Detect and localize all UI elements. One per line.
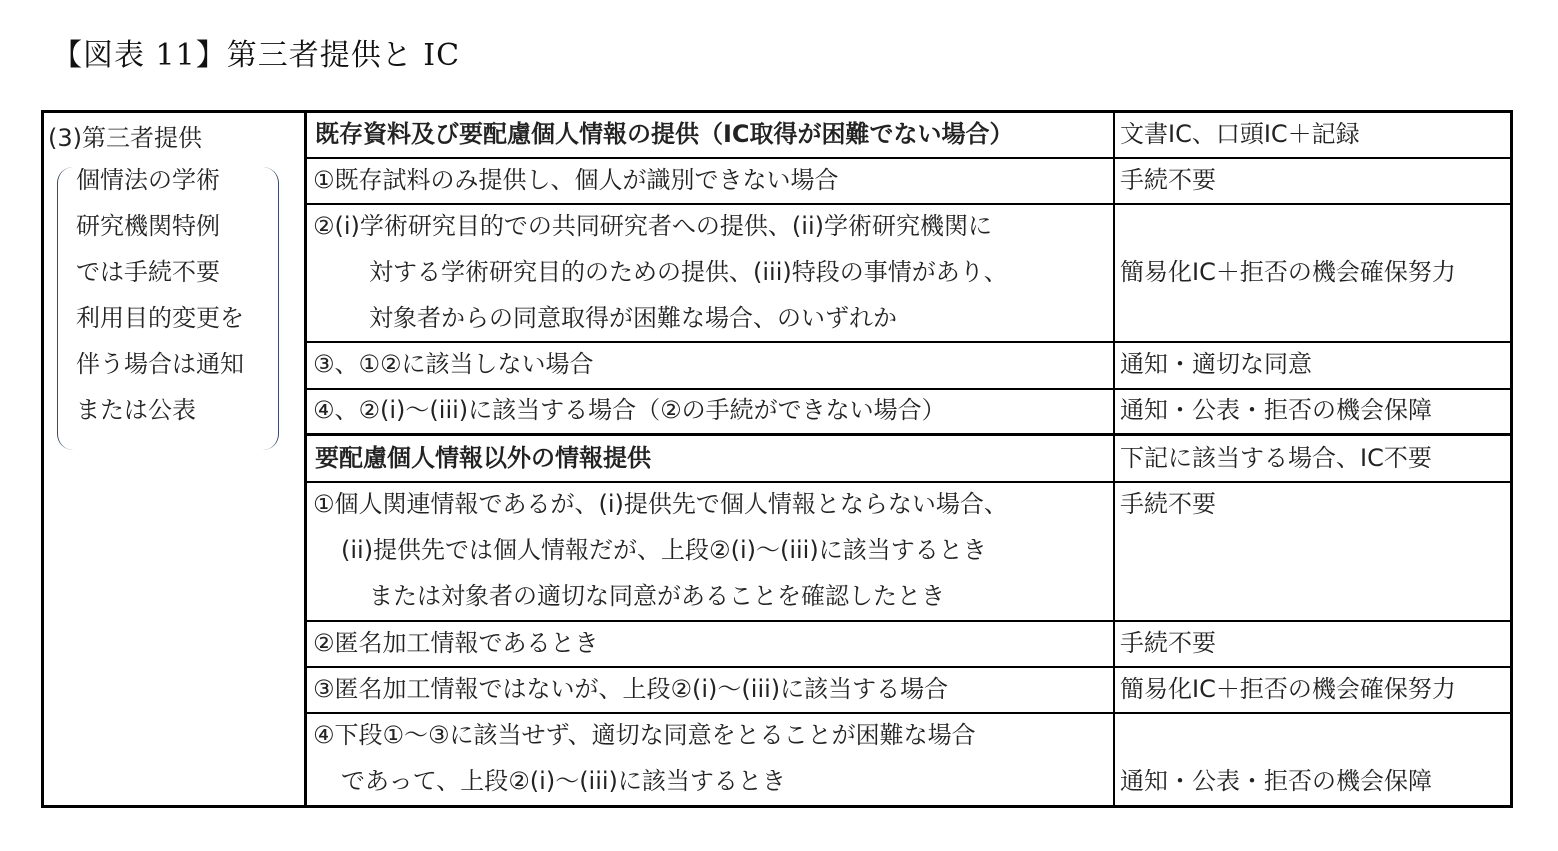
table-cell-right: 簡易化IC＋拒否の機会確保努力 (1120, 258, 1456, 286)
section1-header-right: 文書IC、口頭IC＋記録 (1120, 120, 1360, 148)
cell-line: 対象者からの同意取得が困難な場合、のいずれか (369, 304, 897, 332)
left-column-label: (3)第三者提供 (48, 124, 202, 152)
cell-line: 対する学術研究目的のための提供、(iii)特段の事情があり、 (369, 258, 1008, 286)
bracket-line: 個情法の学術 (76, 166, 220, 194)
cell-line: であって、上段②(i)～(iii)に該当するとき (341, 767, 786, 795)
section-divider (305, 433, 1512, 436)
row-divider (305, 481, 1512, 483)
table-cell (313, 489, 1008, 627)
table-cell (313, 720, 976, 812)
bracket-line: 伴う場合は通知 (76, 350, 244, 378)
table-cell: ③、①②に該当しない場合 (313, 350, 594, 378)
row-divider (305, 203, 1512, 205)
cell-line: または対象者の適切な同意があることを確認したとき (369, 582, 945, 610)
table-cell-right: 手続不要 (1120, 490, 1216, 518)
table-cell-right: 手続不要 (1120, 166, 1216, 194)
table-cell-right: 通知・適切な同意 (1120, 350, 1312, 378)
cell-line: ②(i)学術研究目的での共同研究者への提供、(ii)学術研究機関に (313, 212, 992, 240)
cell-line: ④下段①～③に該当せず、適切な同意をとることが困難な場合 (313, 721, 976, 749)
divider-left-column (304, 111, 307, 808)
row-divider (305, 388, 1512, 390)
table-cell: ④、②(i)～(iii)に該当する場合（②の手続ができない場合） (313, 396, 946, 424)
row-divider (305, 157, 1512, 159)
row-divider (305, 666, 1512, 668)
cell-line: ①個人関連情報であるが、(i)提供先で個人情報とならない場合、 (313, 490, 1008, 518)
table-cell-right: 手続不要 (1120, 629, 1216, 657)
table-cell-right: 通知・公表・拒否の機会保障 (1120, 767, 1432, 795)
section2-header-right: 下記に該当する場合、IC不要 (1120, 444, 1432, 472)
section1-header: 既存資料及び要配慮個人情報の提供（IC取得が困難でない場合） (315, 120, 1014, 148)
cell-line: (ii)提供先では個人情報だが、上段②(i)～(iii)に該当するとき (341, 536, 987, 564)
divider-right-column (1113, 111, 1115, 808)
bracket-line: または公表 (76, 396, 196, 424)
table-cell-right: 簡易化IC＋拒否の機会確保努力 (1120, 675, 1456, 703)
table-cell: ③匿名加工情報ではないが、上段②(i)～(iii)に該当する場合 (313, 675, 949, 703)
table-cell: ①既存試料のみ提供し、個人が識別できない場合 (313, 166, 839, 194)
bracket-line: では手続不要 (76, 258, 220, 286)
bracket-line: 利用目的変更を (76, 304, 244, 332)
section2-header: 要配慮個人情報以外の情報提供 (315, 444, 651, 472)
row-divider (305, 712, 1512, 714)
table-cell-right: 通知・公表・拒否の機会保障 (1120, 396, 1432, 424)
bracket-line: 研究機関特例 (76, 212, 220, 240)
bracket-note (76, 165, 244, 441)
table-cell: ②匿名加工情報であるとき (313, 629, 599, 657)
table-cell (313, 211, 1008, 349)
page-title: 【図表 11】第三者提供と IC (52, 38, 461, 73)
